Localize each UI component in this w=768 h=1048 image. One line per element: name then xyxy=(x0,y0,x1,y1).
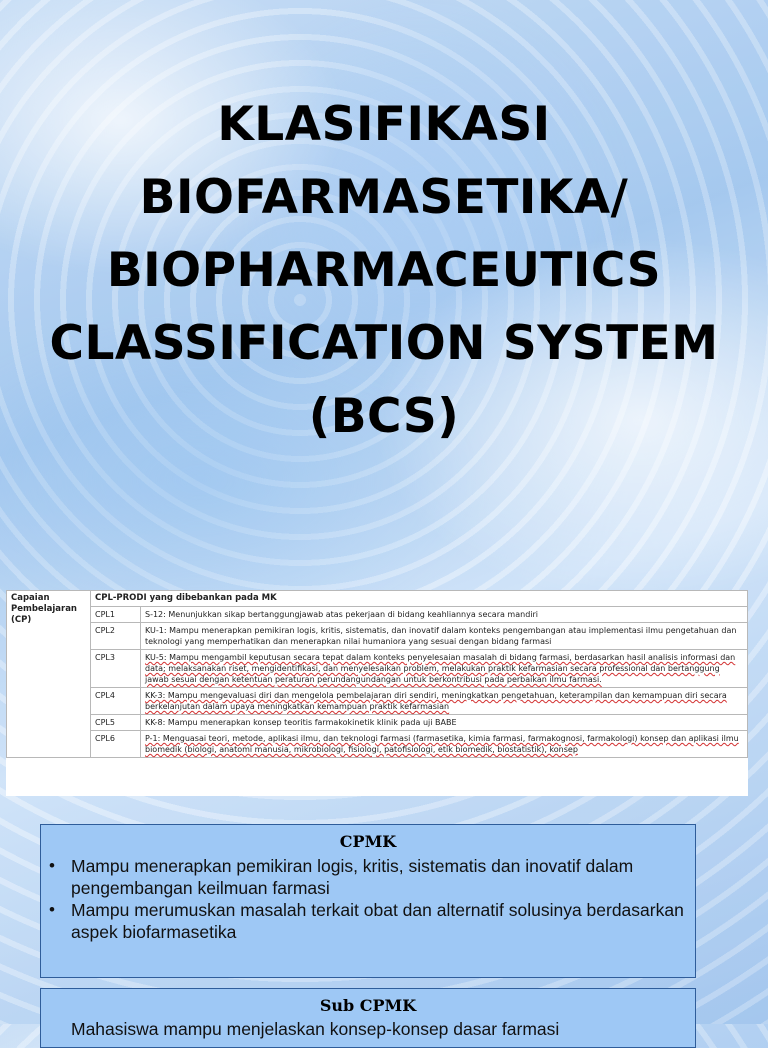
cpmk-item: • Mampu menerapkan pemikiran logis, kritis, sistematis dan inovatif dalam pengembangan keilmuan farmasi xyxy=(71,855,695,899)
cpl-code: CPL6 xyxy=(91,731,141,758)
cpl-code: CPL1 xyxy=(91,607,141,623)
table-header-row xyxy=(7,591,748,607)
title-line-1: KLASIFIKASI xyxy=(217,97,551,152)
cpmk-box xyxy=(40,824,696,978)
cpl-text: KU-1: Mampu menerapkan pemikiran logis, kritis, sistematis, dan inovatif dalam konteks pengembangan atau implementasi ilmu pengetahuan dan teknologi yang memperhatikan dan menerapkan nilai humaniora yang sesuai dengan bidang farmasi xyxy=(141,623,748,650)
cp-label: Capaian Pembelajaran (CP) xyxy=(7,591,91,758)
cpl-text: KU-5: Mampu mengambil keputusan secara tepat dalam konteks penyelesaian masalah di bidang farmasi, berdasarkan hasil analisis informasi dan data; melaksanakan riset, mengidentifikasi, dan menyelesaikan problem, melakukan praktik kefarmasian secara professional dan bertanggung jawab sesuai dengan ketentuan peraturan perundangundangan untuk berkontribusi pada perbaikan ilmu farmasi. xyxy=(141,650,748,688)
cpmk-heading: CPMK xyxy=(339,832,397,851)
table-row xyxy=(7,623,748,650)
cpl-text: KK-3: Mampu mengevaluasi diri dan mengelola pembelajaran diri sendiri, meningkatkan pengetahuan, keterampilan dan kemampuan diri secara berkelanjutan dalam upaya meningkatkan kemampuan praktik kefarmasian xyxy=(141,688,748,715)
title-line-4: CLASSIFICATION SYSTEM xyxy=(49,316,719,371)
slide-title xyxy=(20,88,748,453)
cpl-code: CPL4 xyxy=(91,688,141,715)
cpl-code: CPL2 xyxy=(91,623,141,650)
title-line-5: (BCS) xyxy=(308,389,460,444)
title-line-3: BIOPHARMACEUTICS xyxy=(106,243,662,298)
cp-table-image xyxy=(6,590,748,796)
cpl-code: CPL5 xyxy=(91,715,141,731)
cpmk-item: • Mampu merumuskan masalah terkait obat dan alternatif solusinya berdasarkan aspek biofarmasetika xyxy=(71,899,695,943)
table-row xyxy=(7,688,748,715)
table-row xyxy=(7,715,748,731)
cpmk-list xyxy=(41,855,695,943)
cp-table xyxy=(6,590,748,758)
cpl-header: CPL-PRODI yang dibebankan pada MK xyxy=(91,591,748,607)
table-row xyxy=(7,731,748,758)
sub-cpmk-text: Mahasiswa mampu menjelaskan konsep-konsep dasar farmasi xyxy=(71,1019,560,1039)
table-row xyxy=(7,607,748,623)
sub-cpmk-heading: Sub CPMK xyxy=(319,996,417,1015)
cpl-text: S-12: Menunjukkan sikap bertanggungjawab atas pekerjaan di bidang keahliannya secara mandiri xyxy=(141,607,748,623)
table-row xyxy=(7,650,748,688)
cpl-text: P-1: Menguasai teori, metode, aplikasi ilmu, dan teknologi farmasi (farmasetika, kimia farmasi, farmakognosi, farmakologi) konsep dan aplikasi ilmu biomedik (biologi, anatomi manusia, mikrobiologi, fisiologi, patofisiologi, etik biomedik, biostatistik), konsep xyxy=(141,731,748,758)
cpl-text: KK-8: Mampu menerapkan konsep teoritis farmakokinetik klinik pada uji BABE xyxy=(141,715,748,731)
cpl-code: CPL3 xyxy=(91,650,141,688)
title-line-2: BIOFARMASETIKA/ xyxy=(139,170,629,225)
sub-cpmk-box xyxy=(40,988,696,1048)
